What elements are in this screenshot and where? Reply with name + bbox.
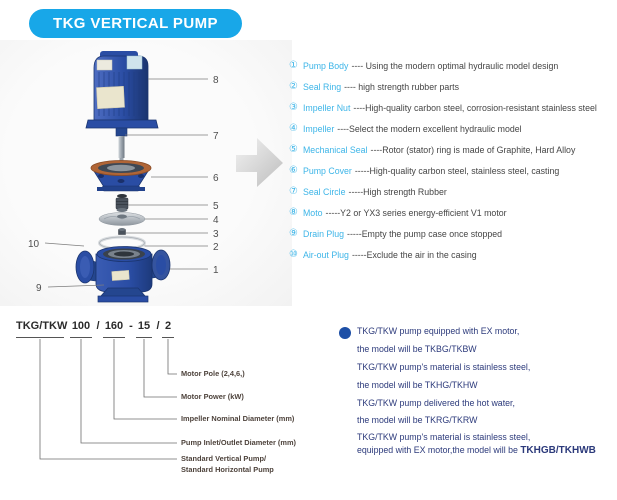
circled-number-icon: ⑥ (289, 165, 298, 176)
pump-body (76, 247, 170, 303)
part-name: Moto (302, 207, 323, 218)
model-label-inlet-outlet: Pump Inlet/Outlet Diameter (mm) (181, 438, 296, 447)
note-line (357, 445, 596, 456)
parts-list (289, 55, 617, 265)
note-line: TKG/TKW pump's material is stainless steel, (357, 432, 531, 442)
motor-spec-label (96, 86, 124, 108)
callout-8: 8 (213, 75, 219, 86)
note-line: the model will be TKRG/TKRW (357, 415, 478, 425)
motor-body (86, 51, 158, 128)
note-line: the model will be TKBG/TKBW (357, 344, 477, 354)
circled-number-icon: ② (289, 81, 298, 92)
note-line: TKG/TKW pump equipped with EX motor, (357, 326, 520, 336)
list-item (289, 181, 617, 202)
model-token-pole: 2 (162, 320, 174, 338)
model-token-diameter: 160 (103, 320, 125, 338)
impeller (99, 213, 145, 226)
part-description: -----High strength Rubber (348, 186, 447, 197)
part-description: -----High-quality carbon steel, stainless steel, casting (354, 165, 560, 176)
page-title: TKG VERTICAL PUMP (29, 9, 242, 38)
circled-number-icon: ⑦ (289, 186, 298, 197)
model-token-inlet: 100 (70, 320, 92, 338)
part-name: Mechanical Seal (302, 144, 368, 155)
part-description: ---- Using the modern optimal hydraulic model design (351, 60, 559, 71)
part-name: Impeller Nut (302, 102, 351, 113)
circled-number-icon: ① (289, 60, 298, 71)
model-label-motor-pole: Motor Pole (2,4,6,) (181, 369, 245, 378)
part-description: ----Select the modern excellent hydraulic model (337, 123, 522, 134)
model-separator: - (129, 320, 133, 332)
list-item (289, 244, 617, 265)
list-item (289, 55, 617, 76)
callout-4: 4 (213, 215, 219, 226)
circled-number-icon: ⑩ (289, 249, 298, 260)
list-item (289, 97, 617, 118)
part-name: Air-out Plug (302, 249, 349, 260)
model-label-standard-horizontal: Standard Horizontal Pump (181, 465, 274, 474)
part-description: ----Rotor (stator) ring is made of Graphite, Hard Alloy (370, 144, 576, 155)
right-arrow-icon (236, 138, 283, 187)
model-token-power: 15 (136, 320, 152, 338)
part-name: Pump Body (302, 60, 349, 71)
part-name: Pump Cover (302, 165, 352, 176)
part-description: -----Y2 or YX3 series energy-efficient V1 motor (325, 207, 507, 218)
list-item (289, 160, 617, 181)
callout-2: 2 (213, 242, 219, 253)
motor-shaft (116, 128, 127, 162)
pump-body-label (112, 270, 130, 280)
bullet-dot-icon (339, 327, 351, 339)
note-model-bold: TKHGB/TKHWB (520, 445, 596, 456)
model-label-standard-vertical: Standard Vertical Pump/ (181, 454, 267, 463)
circled-number-icon: ⑧ (289, 207, 298, 218)
part-name: Seal Circle (302, 186, 346, 197)
circled-number-icon: ⑨ (289, 228, 298, 239)
list-item (289, 118, 617, 139)
list-item (289, 76, 617, 97)
callout-5: 5 (213, 201, 219, 212)
pump-exploded-diagram (0, 40, 292, 306)
part-description: ---- high strength rubber parts (344, 81, 460, 92)
circled-number-icon: ④ (289, 123, 298, 134)
note-line: TKG/TKW pump's material is stainless steel, (357, 362, 531, 372)
model-separator: / (156, 320, 160, 332)
part-name: Impeller (302, 123, 335, 134)
part-name: Seal Ring (302, 81, 342, 92)
motor-nameplate (127, 56, 142, 69)
list-item (289, 223, 617, 244)
part-description: -----Exclude the air in the casing (351, 249, 477, 260)
note-line: the model will be TKHG/TKHW (357, 380, 478, 390)
model-code-connector-lines (0, 315, 320, 485)
part-description: ----High-quality carbon steel, corrosion-resistant stainless steel (353, 102, 597, 113)
motor-label-plate (97, 60, 112, 70)
callout-6: 6 (213, 173, 219, 184)
part-description: -----Empty the pump case once stopped (347, 228, 503, 239)
model-token-series: TKG/TKW (16, 320, 64, 338)
part-name: Drain Plug (302, 228, 345, 239)
callout-7: 7 (213, 131, 219, 142)
note-line-prefix: equipped with EX motor,the model will be (357, 445, 521, 455)
callout-10: 10 (28, 239, 40, 250)
circled-number-icon: ⑤ (289, 144, 298, 155)
callout-3: 3 (213, 229, 219, 240)
note-line: TKG/TKW pump delivered the hot water, (357, 398, 515, 408)
pump-cover (91, 161, 151, 192)
drain-plug-foot (100, 288, 146, 297)
circled-number-icon: ③ (289, 102, 298, 113)
mechanical-seal (116, 194, 128, 212)
callout-1: 1 (213, 265, 219, 276)
list-item (289, 139, 617, 160)
impeller-nut (119, 228, 126, 235)
callout-9: 9 (36, 283, 42, 294)
list-item (289, 202, 617, 223)
model-label-motor-power: Motor Power (kW) (181, 392, 244, 401)
model-separator: / (96, 320, 100, 332)
model-label-impeller-diameter: Impeller Nominal Diameter (mm) (181, 414, 295, 423)
